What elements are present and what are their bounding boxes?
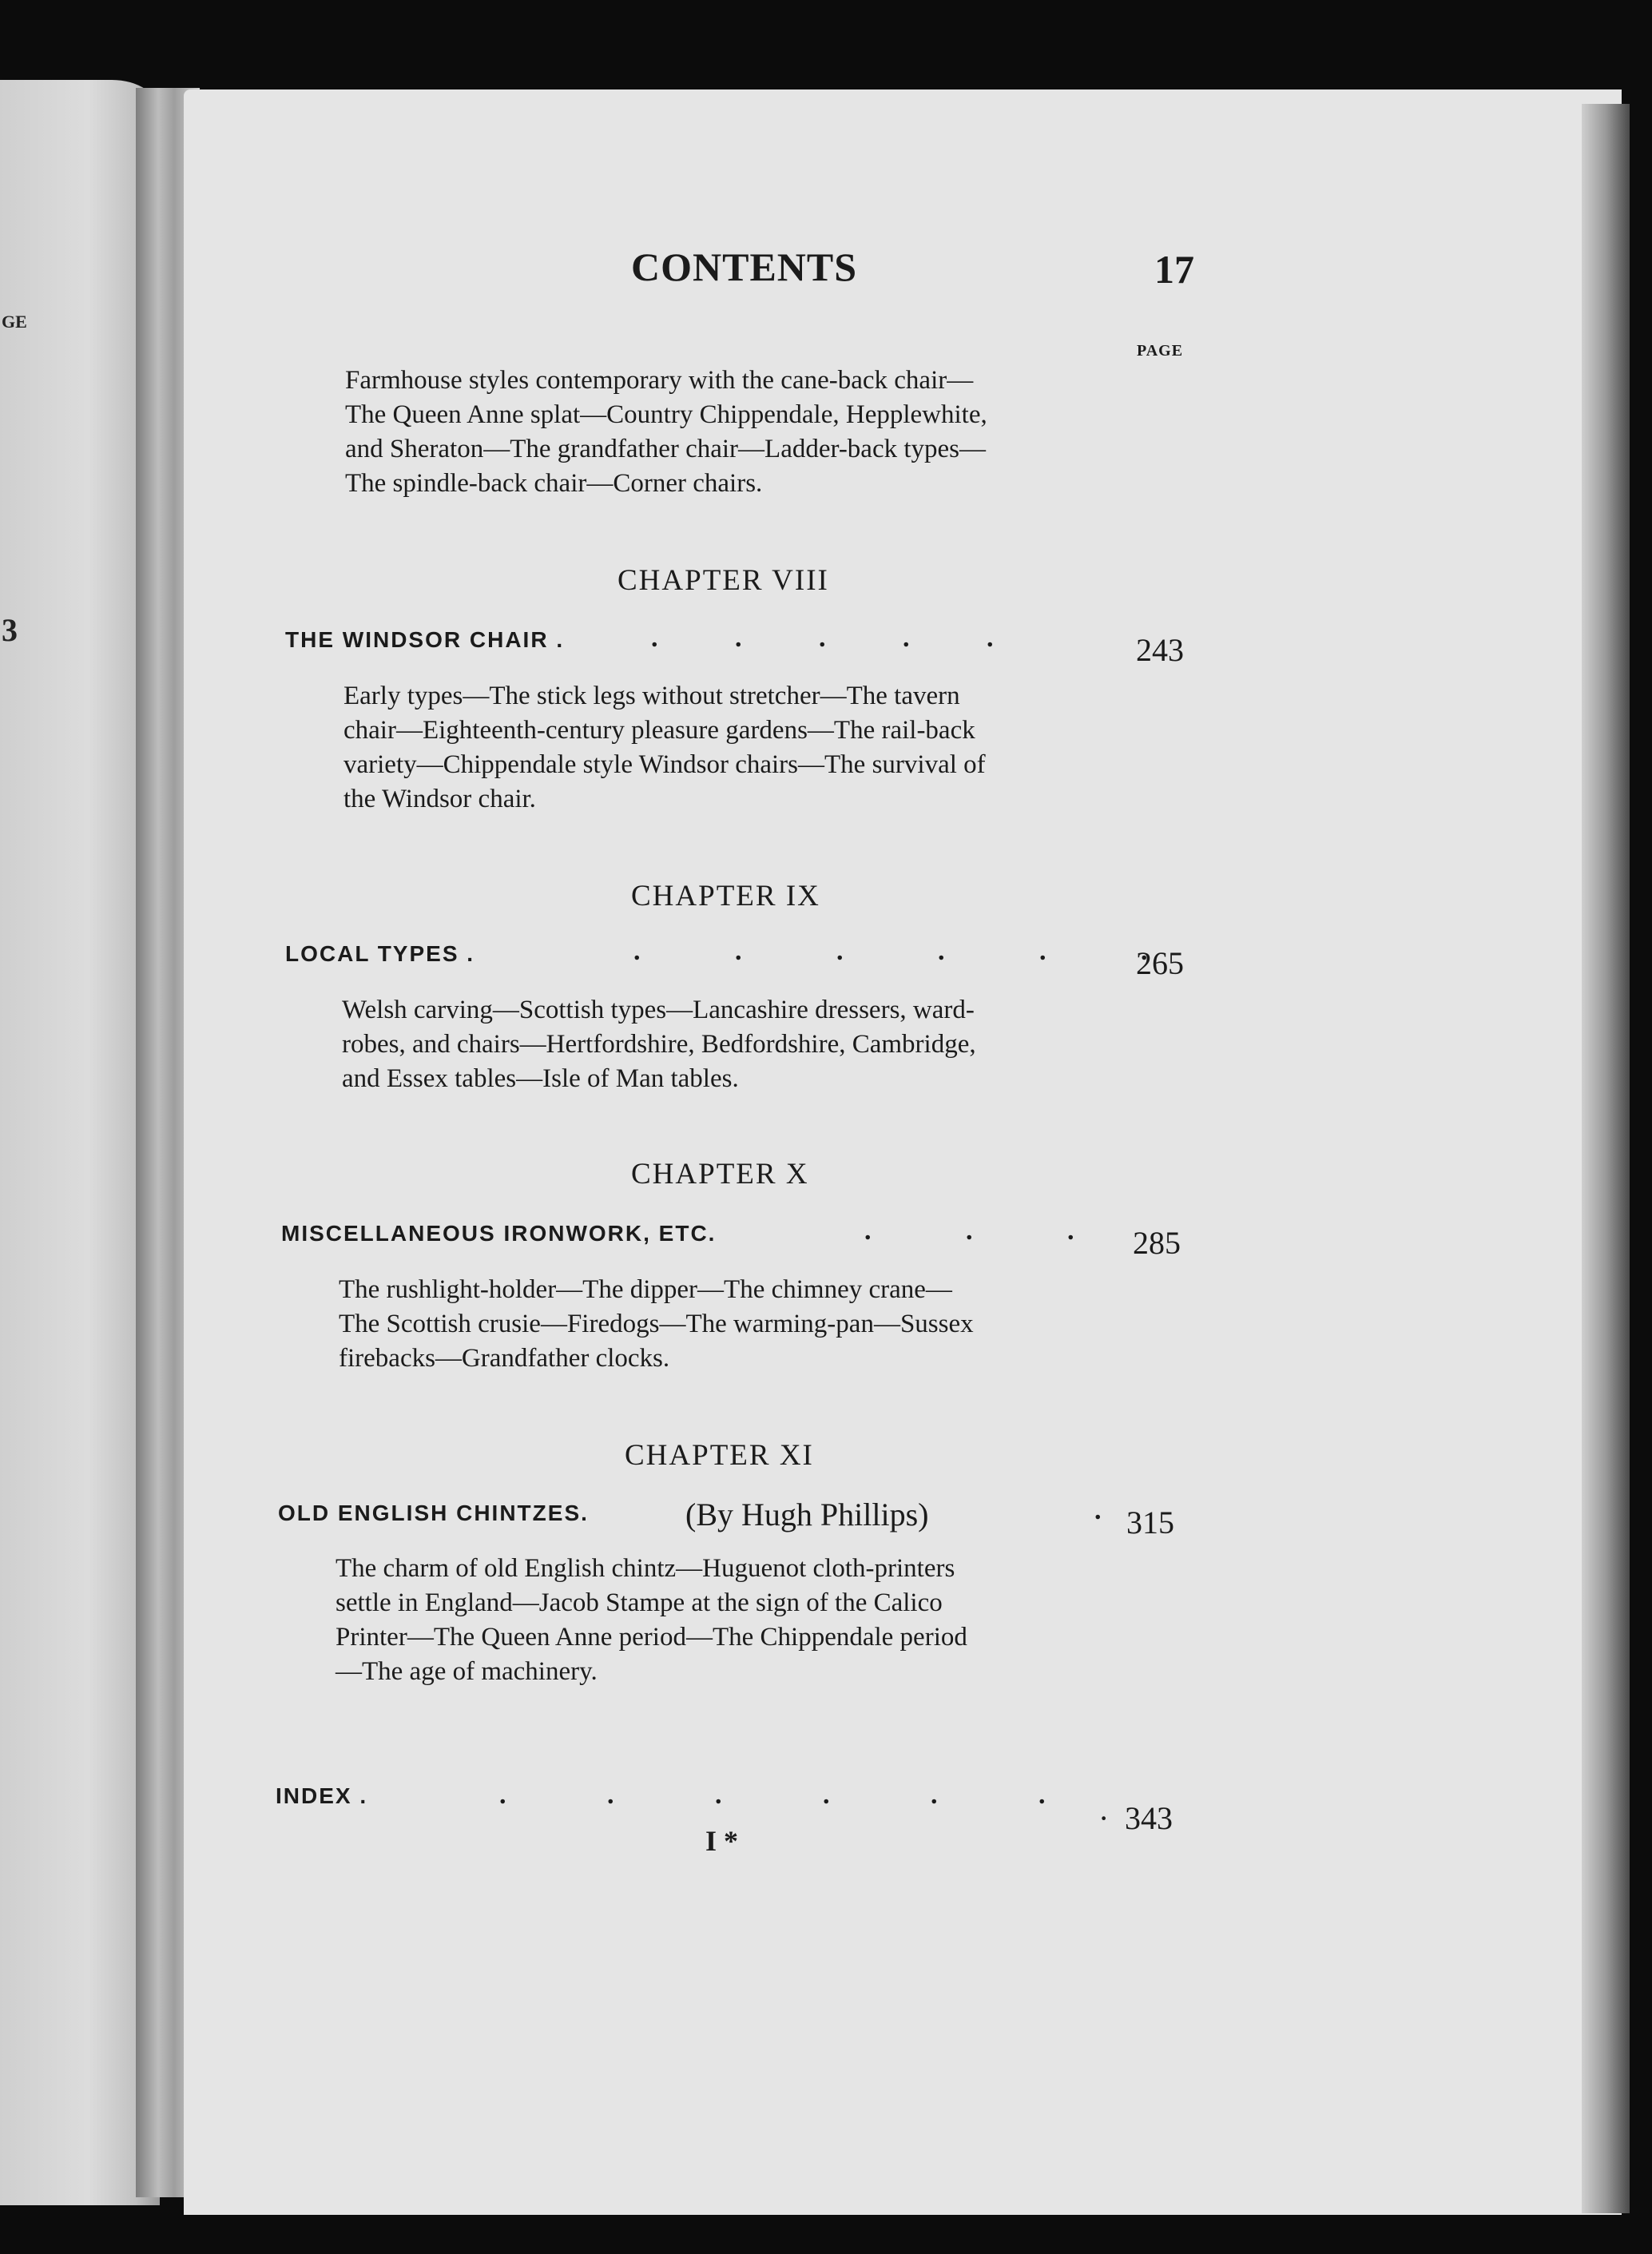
chapter-summary bbox=[344, 679, 1120, 817]
chapter-title: MISCELLANEOUS IRONWORK, ETC. bbox=[281, 1221, 717, 1246]
summary-line: chair—Eighteenth-century pleasure gardens—The rail-back bbox=[344, 716, 975, 745]
chapter-heading: CHAPTER XI bbox=[625, 1439, 814, 1472]
summary-line: robes, and chairs—Hertfordshire, Bedfordshire, Cambridge, bbox=[342, 1030, 976, 1059]
dot-leader: . bbox=[1094, 1496, 1102, 1525]
summary-line: The spindle-back chair—Corner chairs. bbox=[345, 469, 763, 498]
page-column-label: PAGE bbox=[1137, 342, 1184, 360]
summary-line: Early types—The stick legs without stretcher—The tavern bbox=[344, 682, 960, 710]
chapter-vii-summary bbox=[345, 364, 1120, 501]
chapter-title: THE WINDSOR CHAIR . bbox=[285, 627, 565, 652]
index-entry: INDEX . bbox=[276, 1783, 368, 1808]
dot-leader: . . . . . bbox=[651, 623, 994, 653]
summary-line: The Scottish crusie—Firedogs—The warming-pan—Sussex bbox=[339, 1310, 974, 1338]
chapter-summary bbox=[339, 1273, 1114, 1376]
index-page-number: 343 bbox=[1125, 1800, 1173, 1836]
chapter-page-number: 285 bbox=[1133, 1225, 1181, 1261]
summary-line: —The age of machinery. bbox=[336, 1657, 598, 1686]
summary-line: The Queen Anne splat—Country Chippendale, Hepplewhite, bbox=[345, 400, 987, 429]
chapter-heading: CHAPTER IX bbox=[631, 880, 820, 912]
dot-leader: . . . . . . bbox=[499, 1780, 1046, 1810]
chapter-heading: CHAPTER X bbox=[631, 1158, 809, 1191]
summary-line: The charm of old English chintz—Huguenot cloth-printers bbox=[336, 1554, 955, 1583]
summary-line: Printer—The Queen Anne period—The Chippendale period bbox=[336, 1623, 967, 1652]
signature-mark: I * bbox=[705, 1825, 739, 1857]
dot-leader: . . . bbox=[864, 1216, 1074, 1246]
left-page-fragment-mid: 3 bbox=[2, 612, 18, 648]
summary-line: settle in England—Jacob Stampe at the sign of the Calico bbox=[336, 1588, 943, 1617]
dot-leader: . . . . . . bbox=[633, 936, 1148, 966]
page-edge-shadow bbox=[1582, 104, 1630, 2213]
chapter-summary bbox=[336, 1552, 1110, 1689]
chapter-title: LOCAL TYPES . bbox=[285, 941, 475, 966]
summary-line: the Windsor chair. bbox=[344, 785, 536, 813]
summary-line: variety—Chippendale style Windsor chairs—The survival of bbox=[344, 750, 986, 779]
summary-line: The rushlight-holder—The dipper—The chimney crane— bbox=[339, 1275, 952, 1304]
chapter-page-number: 243 bbox=[1136, 632, 1184, 668]
summary-line: and Sheraton—The grandfather chair—Ladder-back types— bbox=[345, 435, 987, 463]
summary-line: Farmhouse styles contemporary with the cane-back chair— bbox=[345, 366, 974, 395]
summary-line: Welsh carving—Scottish types—Lancashire dressers, ward- bbox=[342, 996, 975, 1024]
chapter-heading: CHAPTER VIII bbox=[618, 564, 829, 597]
chapter-page-number: 315 bbox=[1126, 1505, 1174, 1540]
summary-line: firebacks—Grandfather clocks. bbox=[339, 1344, 670, 1373]
dot-leader: · bbox=[1098, 1800, 1110, 1836]
summary-line: and Essex tables—Isle of Man tables. bbox=[342, 1064, 739, 1093]
running-head: CONTENTS bbox=[631, 244, 858, 289]
chapter-byline: (By Hugh Phillips) bbox=[685, 1497, 929, 1532]
left-page-fragment-top: GE bbox=[2, 312, 27, 332]
chapter-summary bbox=[342, 993, 1118, 1096]
page-number: 17 bbox=[1154, 247, 1194, 292]
chapter-title: OLD ENGLISH CHINTZES. bbox=[278, 1501, 589, 1525]
chapter-page-number: 265 bbox=[1136, 945, 1184, 981]
